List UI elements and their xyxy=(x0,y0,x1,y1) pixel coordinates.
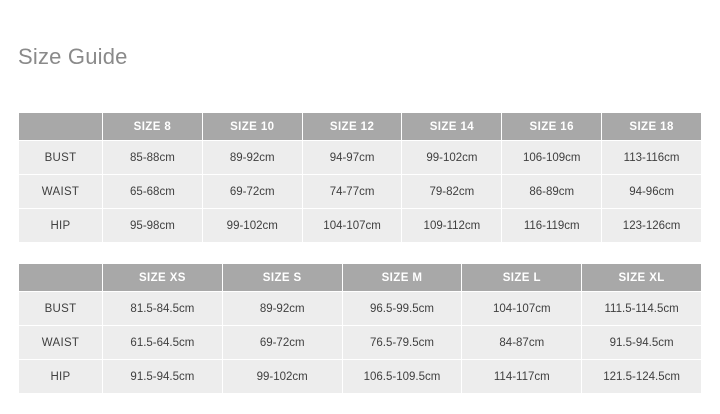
table-cell: 74-77cm xyxy=(302,175,402,209)
row-label: HIP xyxy=(19,209,103,243)
table-body xyxy=(19,141,702,243)
column-header: SIZE S xyxy=(222,264,342,292)
table-cell: 96.5-99.5cm xyxy=(342,292,462,326)
table-cell: 95-98cm xyxy=(103,209,203,243)
table-cell: 81.5-84.5cm xyxy=(103,292,223,326)
table-cell: 79-82cm xyxy=(402,175,502,209)
table-corner-cell xyxy=(19,113,103,141)
table-body xyxy=(19,292,702,394)
table-row xyxy=(19,326,702,360)
table-cell: 99-102cm xyxy=(222,360,342,394)
table-corner-cell xyxy=(19,264,103,292)
column-header: SIZE 16 xyxy=(502,113,602,141)
column-header: SIZE 18 xyxy=(602,113,702,141)
table-cell: 123-126cm xyxy=(602,209,702,243)
table-cell: 106.5-109.5cm xyxy=(342,360,462,394)
table-cell: 99-102cm xyxy=(202,209,302,243)
numeric-size-table xyxy=(18,112,702,243)
row-label: WAIST xyxy=(19,175,103,209)
table-cell: 76.5-79.5cm xyxy=(342,326,462,360)
column-header: SIZE 14 xyxy=(402,113,502,141)
row-label: BUST xyxy=(19,141,103,175)
table-row xyxy=(19,209,702,243)
column-header: SIZE 8 xyxy=(103,113,203,141)
column-header: SIZE XL xyxy=(582,264,702,292)
table-cell: 89-92cm xyxy=(202,141,302,175)
size-tables-container xyxy=(18,112,702,394)
table-cell: 91.5-94.5cm xyxy=(103,360,223,394)
table-cell: 99-102cm xyxy=(402,141,502,175)
header-row xyxy=(19,264,702,292)
row-label: WAIST xyxy=(19,326,103,360)
table-row xyxy=(19,175,702,209)
table-cell: 89-92cm xyxy=(222,292,342,326)
lettered-size-table xyxy=(18,263,702,394)
table-cell: 65-68cm xyxy=(103,175,203,209)
table-row xyxy=(19,141,702,175)
column-header: SIZE 12 xyxy=(302,113,402,141)
table-cell: 94-96cm xyxy=(602,175,702,209)
table-cell: 104-107cm xyxy=(302,209,402,243)
table-cell: 104-107cm xyxy=(462,292,582,326)
table-cell: 84-87cm xyxy=(462,326,582,360)
page-title: Size Guide xyxy=(18,44,128,69)
row-label: HIP xyxy=(19,360,103,394)
table-cell: 111.5-114.5cm xyxy=(582,292,702,326)
table-cell: 109-112cm xyxy=(402,209,502,243)
table-cell: 91.5-94.5cm xyxy=(582,326,702,360)
column-header: SIZE M xyxy=(342,264,462,292)
table-row xyxy=(19,360,702,394)
header-row xyxy=(19,113,702,141)
table-cell: 113-116cm xyxy=(602,141,702,175)
table-cell: 116-119cm xyxy=(502,209,602,243)
table-cell: 85-88cm xyxy=(103,141,203,175)
table-cell: 94-97cm xyxy=(302,141,402,175)
column-header: SIZE L xyxy=(462,264,582,292)
table-cell: 69-72cm xyxy=(202,175,302,209)
table-cell: 86-89cm xyxy=(502,175,602,209)
table-header xyxy=(19,264,702,292)
table-cell: 106-109cm xyxy=(502,141,602,175)
table-cell: 61.5-64.5cm xyxy=(103,326,223,360)
table-header xyxy=(19,113,702,141)
column-header: SIZE XS xyxy=(103,264,223,292)
table-cell: 69-72cm xyxy=(222,326,342,360)
row-label: BUST xyxy=(19,292,103,326)
table-cell: 114-117cm xyxy=(462,360,582,394)
column-header: SIZE 10 xyxy=(202,113,302,141)
table-row xyxy=(19,292,702,326)
table-cell: 121.5-124.5cm xyxy=(582,360,702,394)
